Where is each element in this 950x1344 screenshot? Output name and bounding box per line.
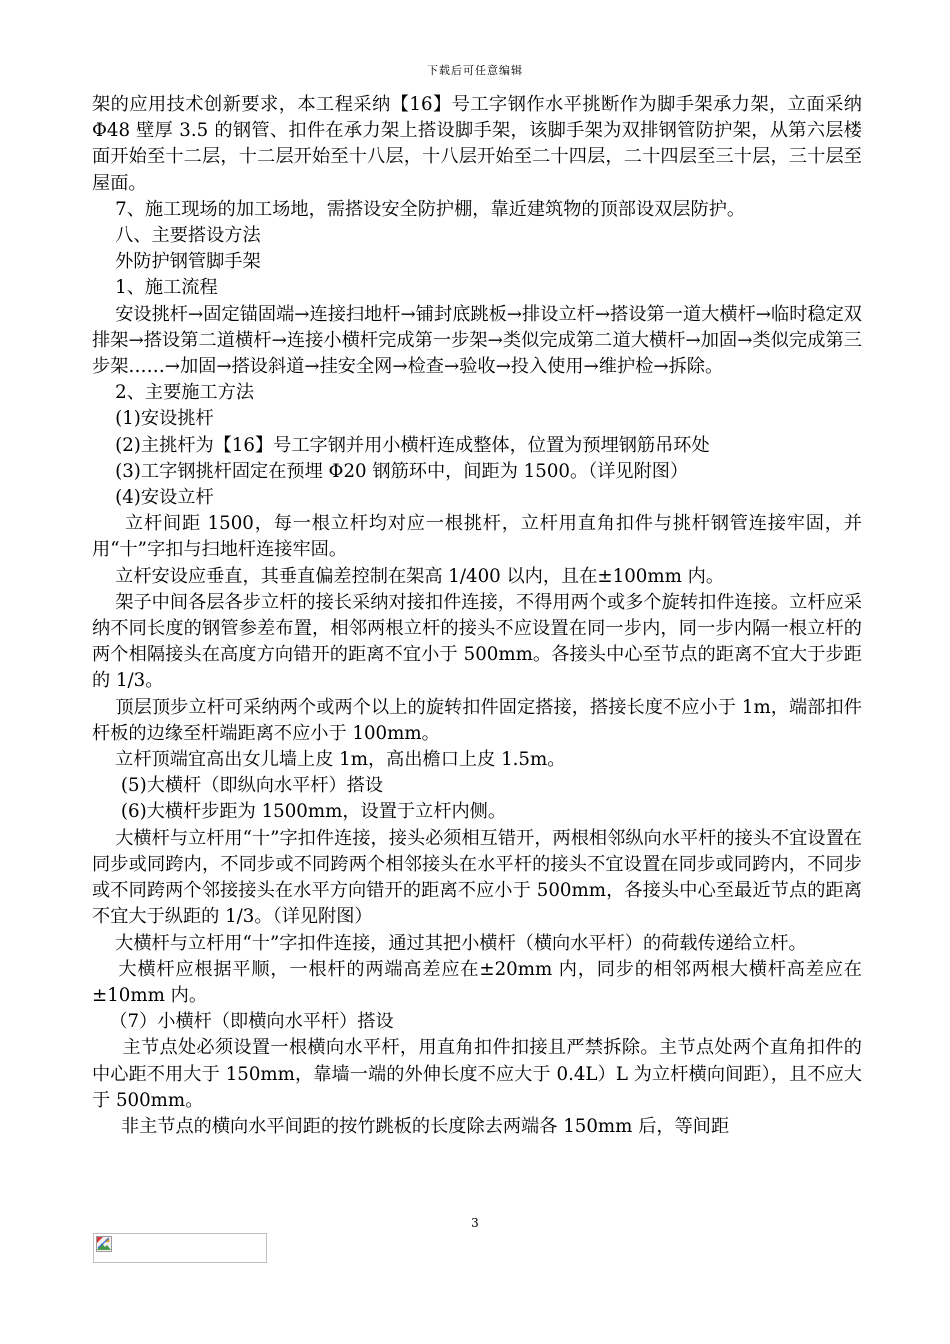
list-item: (5)大横杆（即纵向水平杆）搭设 xyxy=(92,775,384,797)
footer-image-placeholder xyxy=(93,1233,267,1263)
subsection-heading: 2、主要施工方法 xyxy=(92,382,255,404)
subsection-heading: 1、施工流程 xyxy=(92,277,218,299)
paragraph: 大横杆与立杆用“十”字扣件连接，接头必须相互错开，两根相邻纵向水平杆的接头不宜设置在同步或同跨内，不同步或不同跨两个相邻接头在水平杆的接头不宜设置在同步或同跨内，不同步或不同跨两个邻接接头在水平方向错开的距离不应小于 500mm，各接头中心至最近节点的距离不宜大于纵距的 1/3。（详见附图） xyxy=(92,827,862,928)
section-heading: 八、主要搭设方法 xyxy=(92,225,261,247)
paragraph: 大横杆应根据平顺，一根杆的两端高差应在±20mm 内，同步的相邻两根大横杆高差应在±10mm 内。 xyxy=(92,958,862,1006)
paragraph: 立杆顶端宜高出女儿墙上皮 1m，高出檐口上皮 1.5m。 xyxy=(92,749,566,771)
page-number: 3 xyxy=(471,1216,479,1230)
paragraph: 主节点处必须设置一根横向水平杆，用直角扣件扣接且严禁拆除。主节点处两个直角扣件的中心距不用大于 150mm，靠墙一端的外伸长度不应大于 0.4L）L 为立杆横向间距），且不应大于 500mm。 xyxy=(92,1037,862,1111)
list-item: (2)主挑杆为【16】号工字钢并用小横杆连成整体，位置为预埋钢筋吊环处 xyxy=(92,434,710,456)
page-header: 下载后可任意编辑 xyxy=(427,64,523,77)
paragraph: 顶层顶步立杆可采纳两个或两个以上的旋转扣件固定搭接，搭接长度不应小于 1m，端部扣件杆板的边缘至杆端距离不应小于 100mm。 xyxy=(92,696,862,744)
paragraph: 非主节点的横向水平间距的按竹跳板的长度除去两端各 150mm 后，等间距 xyxy=(92,1115,730,1137)
paragraph: 立杆安设应垂直，其垂直偏差控制在架高 1/400 以内，且在±100mm 内。 xyxy=(92,565,725,587)
list-item: (1)安设挑杆 xyxy=(92,408,214,430)
document-body xyxy=(92,92,868,1140)
list-item: (6)大横杆步距为 1500mm，设置于立杆内侧。 xyxy=(92,801,507,823)
paragraph: 安设挑杆→固定锚固端→连接扫地杆→铺封底跳板→排设立杆→搭设第一道大横杆→临时稳定双排架→搭设第二道横杆→连接小横杆完成第一步架→类似完成第二道大横杆→加固→类似完成第三步架……→加固→搭设斜道→挂安全网→检查→验收→投入使用→维护检→拆除。 xyxy=(92,303,862,378)
paragraph: 7、施工现场的加工场地，需搭设安全防护棚，靠近建筑物的顶部设双层防护。 xyxy=(92,198,746,220)
paragraph: 架子中间各层各步立杆的接长采纳对接扣件连接，不得用两个或多个旋转扣件连接。立杆应采纳不同长度的钢管参差布置，相邻两根立杆的接头不应设置在同一步内，同一步内隔一根立杆的两个相隔接头在高度方向错开的距离不宜小于 500mm。各接头中心至节点的距离不宜大于步距的 1/3。 xyxy=(92,591,862,692)
paragraph: 立杆间距 1500，每一根立杆均对应一根挑杆，立杆用直角扣件与挑杆钢管连接牢固，并用“十”字扣与扫地杆连接牢固。 xyxy=(92,513,862,561)
subsection-heading: 外防护钢管脚手架 xyxy=(92,251,261,273)
broken-image-icon xyxy=(96,1236,112,1252)
paragraph: 大横杆与立杆用“十”字扣件连接，通过其把小横杆（横向水平杆）的荷载传递给立杆。 xyxy=(92,932,807,954)
list-item: (3)工字钢挑杆固定在预埋 Φ20 钢筋环中，间距为 1500。（详见附图） xyxy=(92,460,689,482)
list-item: （7）小横杆（即横向水平杆）搭设 xyxy=(92,1011,394,1033)
list-item: (4)安设立杆 xyxy=(92,487,214,509)
paragraph: 架的应用技术创新要求，本工程采纳【16】号工字钢作水平挑断作为脚手架承力架，立面采纳 Φ48 壁厚 3.5 的钢管、扣件在承力架上搭设脚手架，该脚手架为双排钢管防护架，从第六层楼面开始至十二层，十二层开始至十八层，十八层开始至二十四层，二十四层至三十层，三十层至屋面。 xyxy=(92,94,868,194)
